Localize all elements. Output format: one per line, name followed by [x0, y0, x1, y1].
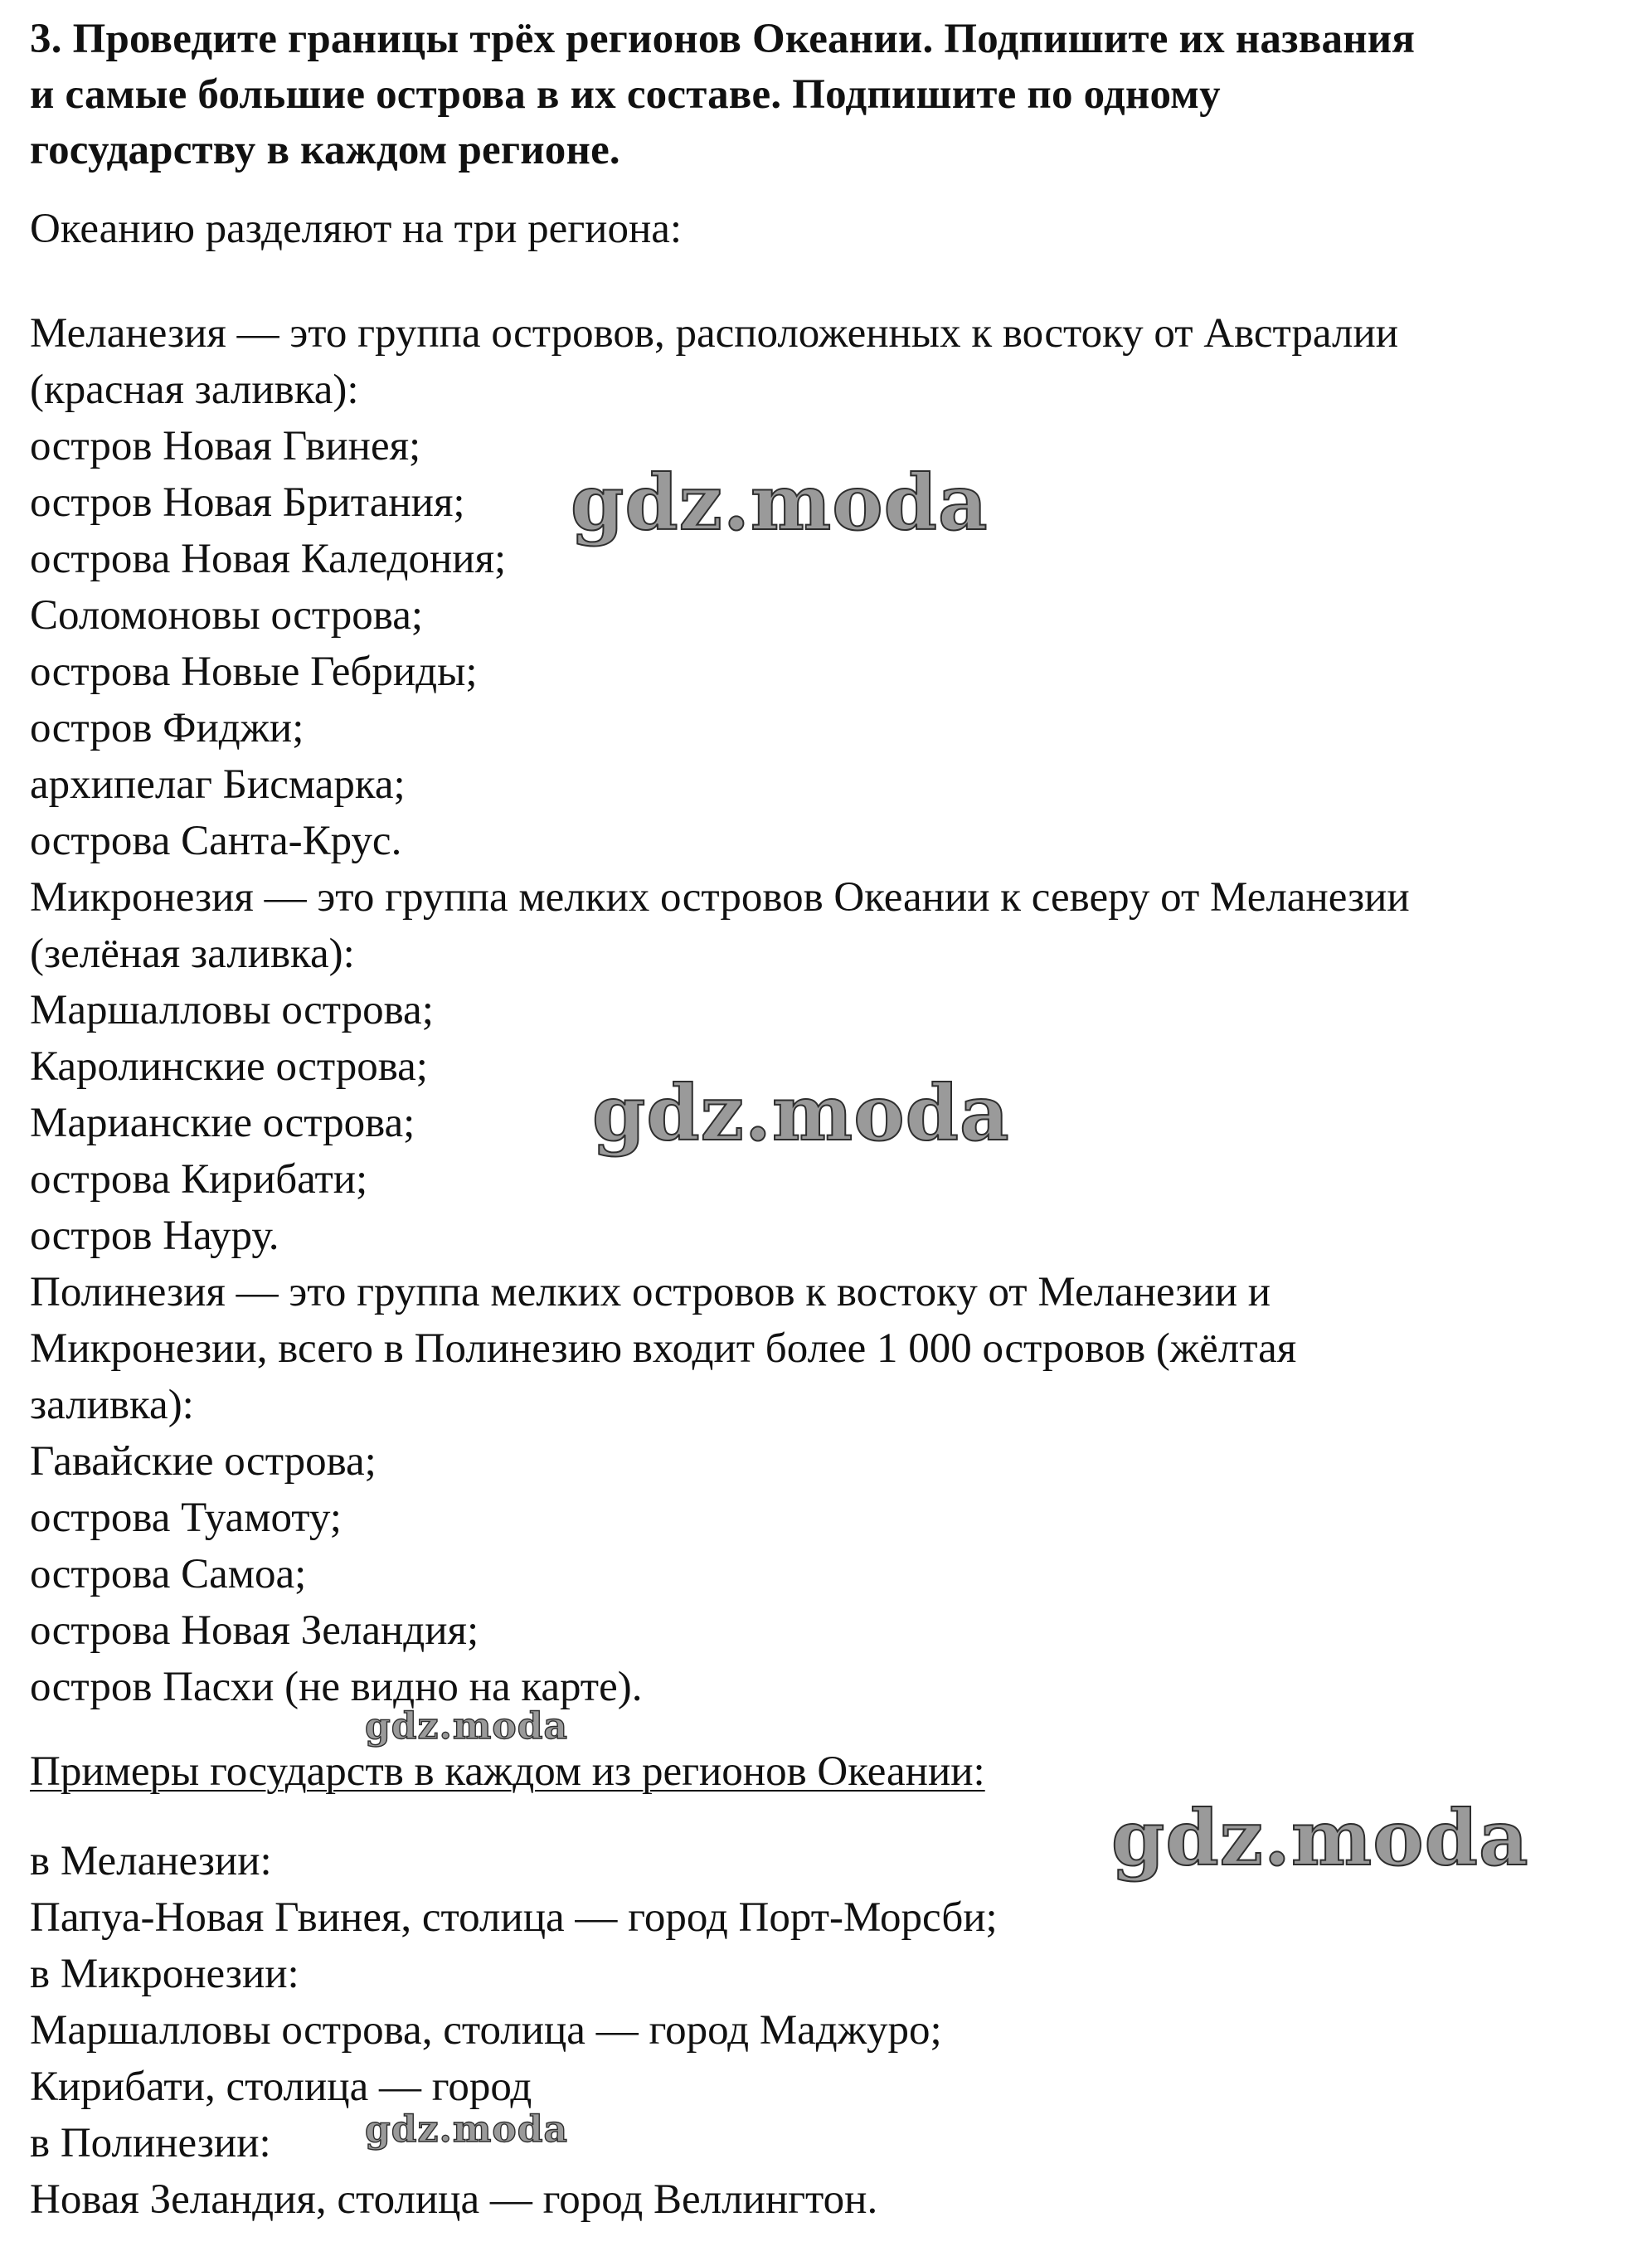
intro-text: Океанию разделяют на три региона: — [30, 206, 683, 252]
micronesia-line: Микронезия — это группа мелких островов Океании к северу от Меланезии — [30, 874, 1410, 921]
polynesia-line: Полинезия — это группа мелких островов к востоку от Меланезии и — [30, 1269, 1271, 1315]
watermark: gdz.moda — [1111, 1793, 1529, 1883]
examples-line: Кирибати, столица — город — [30, 2064, 532, 2110]
examples-line: Маршалловы острова, столица — город Маджуро; — [30, 2007, 942, 2054]
micronesia-line: Марианские острова; — [30, 1100, 415, 1146]
micronesia-line: Маршалловы острова; — [30, 987, 434, 1033]
micronesia-line: острова Кирибати; — [30, 1156, 368, 1203]
examples-line: в Меланезии: — [30, 1838, 272, 1884]
examples-line: Новая Зеландия, столица — город Веллингтон. — [30, 2176, 878, 2223]
melanesia-line: Соломоновы острова; — [30, 592, 424, 639]
micronesia-line: Каролинские острова; — [30, 1043, 428, 1090]
micronesia-line: остров Науру. — [30, 1213, 279, 1259]
examples-line: Папуа-Новая Гвинея, столица — город Порт-Морсби; — [30, 1894, 998, 1941]
melanesia-line: (красная заливка): — [30, 367, 359, 413]
polynesia-line: Микронезии, всего в Полинезию входит более 1 000 островов (жёлтая — [30, 1325, 1297, 1372]
melanesia-line: остров Фиджи; — [30, 705, 304, 751]
melanesia-line: острова Санта-Крус. — [30, 818, 402, 864]
examples-line: в Микронезии: — [30, 1951, 299, 1997]
task-heading — [30, 12, 1630, 178]
task-line: 3. Проведите границы трёх регионов Океании. Подпишите их названия — [30, 16, 1416, 62]
polynesia-line: Гавайские острова; — [30, 1438, 377, 1485]
micronesia-line: (зелёная заливка): — [30, 931, 355, 977]
polynesia-line: острова Новая Зеландия; — [30, 1607, 479, 1654]
melanesia-line: архипелаг Бисмарка; — [30, 761, 406, 808]
polynesia-line: остров Пасхи (не видно на карте). — [30, 1664, 643, 1710]
melanesia-line: острова Новая Каледония; — [30, 536, 507, 582]
watermark: gdz.moda — [592, 1068, 1010, 1158]
melanesia-line: остров Новая Британия; — [30, 479, 465, 526]
polynesia-line: заливка): — [30, 1382, 194, 1428]
watermark: gdz.moda — [571, 458, 989, 547]
polynesia-line: острова Туамоту; — [30, 1495, 342, 1541]
watermark: gdz.moda — [365, 1705, 569, 1748]
watermark: gdz.moda — [365, 2108, 569, 2151]
examples-line: в Полинезии: — [30, 2120, 271, 2166]
melanesia-line: остров Новая Гвинея; — [30, 423, 421, 469]
melanesia-line: острова Новые Гебриды; — [30, 649, 478, 695]
polynesia-line: острова Самоа; — [30, 1551, 307, 1597]
examples-heading: Примеры государств в каждом из регионов Океании: — [30, 1748, 985, 1795]
task-line: государству в каждом регионе. — [30, 127, 620, 173]
task-line: и самые большие острова в их составе. Подпишите по одному — [30, 71, 1221, 118]
melanesia-line: Меланезия — это группа островов, расположенных к востоку от Австралии — [30, 310, 1399, 357]
